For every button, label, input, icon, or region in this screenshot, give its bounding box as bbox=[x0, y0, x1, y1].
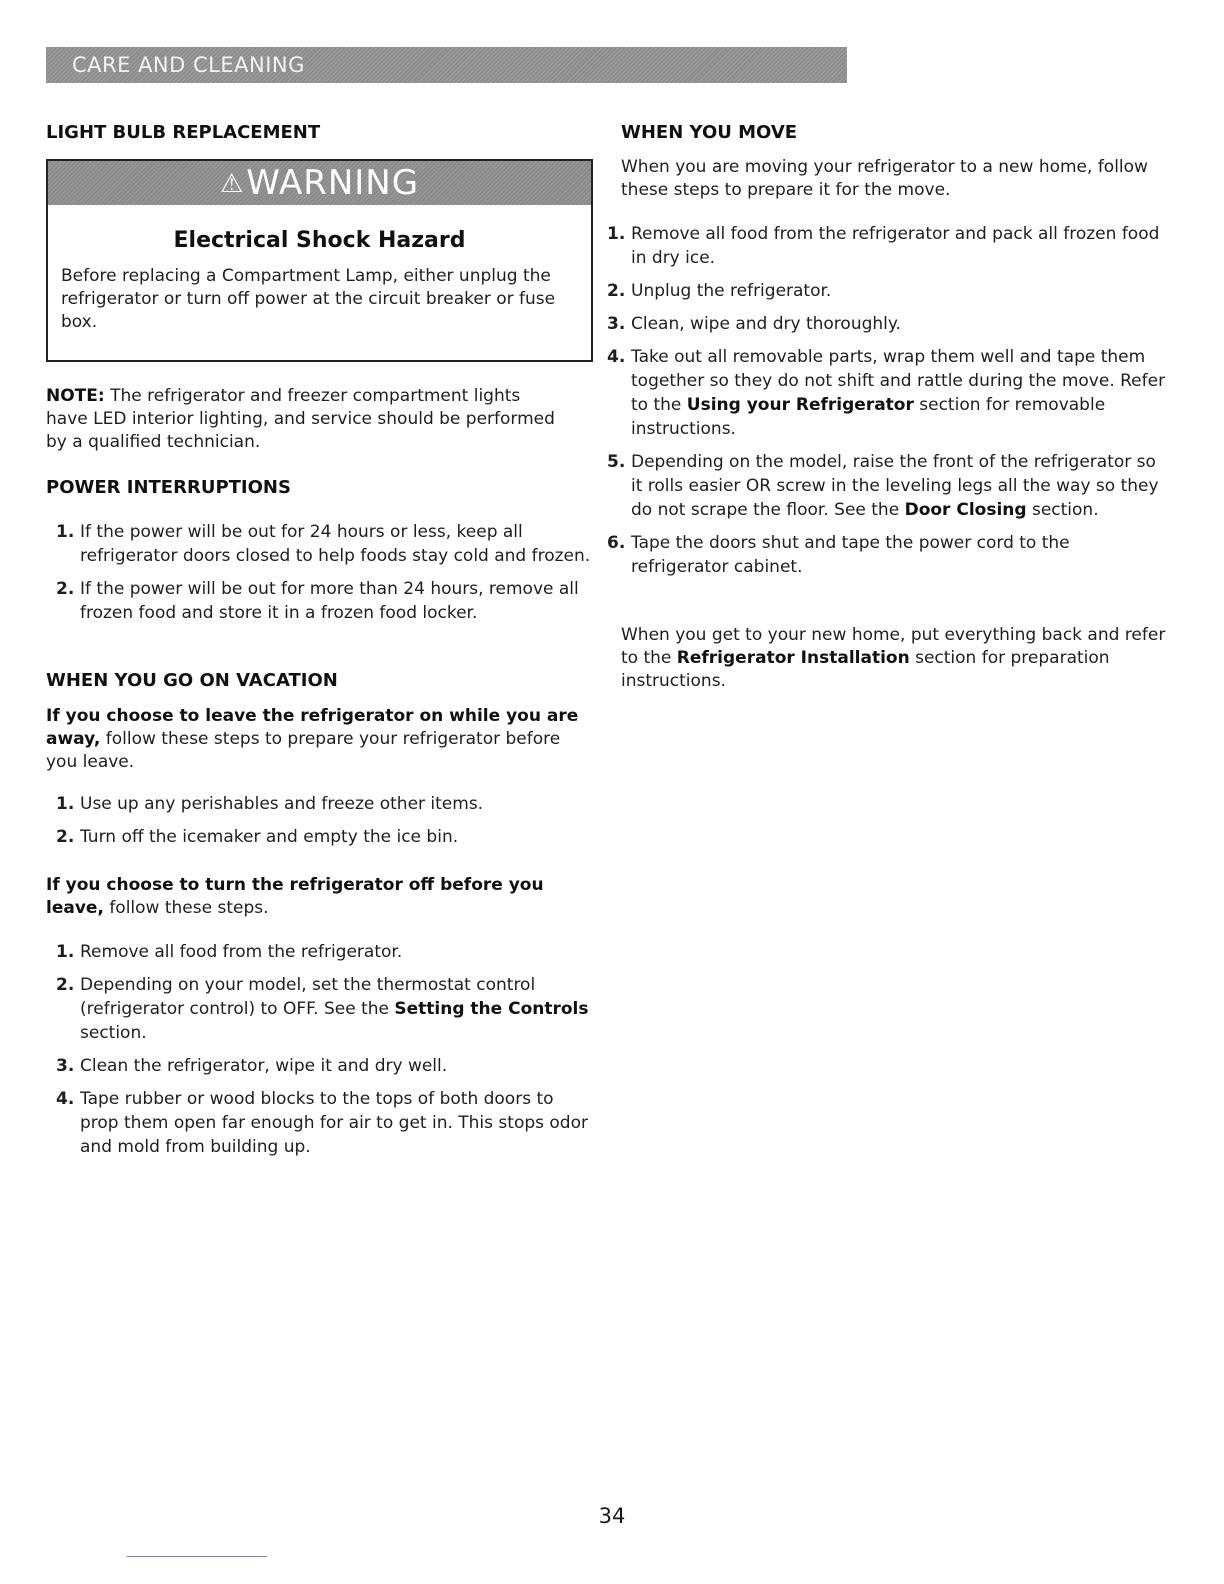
list-number: 3. bbox=[56, 1056, 75, 1076]
list-item bbox=[597, 345, 1167, 441]
warning-box bbox=[46, 159, 593, 362]
list-text: If the power will be out for more than 24 hours, remove all frozen food and store it in a frozen food locker. bbox=[80, 579, 579, 623]
list-item bbox=[597, 279, 1167, 303]
list-item bbox=[597, 312, 1167, 336]
move-heading: WHEN YOU MOVE bbox=[621, 122, 798, 143]
warning-header bbox=[48, 161, 591, 205]
move-intro: When you are moving your refrigerator to a new home, follow these steps to prepare it for the move. bbox=[621, 157, 1148, 200]
list-number: 1. bbox=[56, 522, 75, 542]
list-item bbox=[597, 222, 1167, 270]
list-text: Remove all food from the refrigerator. bbox=[80, 942, 403, 962]
vacation-intro-2-bold: If you choose to turn the refrigerator off before you leave, bbox=[46, 875, 544, 918]
list-item bbox=[46, 973, 591, 1045]
list-number: 2. bbox=[56, 579, 75, 599]
list-item bbox=[46, 940, 591, 964]
list-text: Depending on your model, set the thermostat control (refrigerator control) to OFF. See the bbox=[80, 975, 536, 1019]
cross-reference: Setting the Controls bbox=[394, 999, 589, 1019]
cross-reference: Using your Refrigerator bbox=[686, 395, 914, 415]
list-text: Depending on the model, raise the front of the refrigerator so it rolls easier OR screw in the leveling legs all the way so they do not scrape the floor. See the bbox=[631, 452, 1159, 520]
list-number: 1. bbox=[56, 942, 75, 962]
light-bulb-heading: LIGHT BULB REPLACEMENT bbox=[46, 122, 321, 143]
list-text: Clean, wipe and dry thoroughly. bbox=[631, 314, 901, 334]
vacation-list-2 bbox=[46, 940, 591, 1168]
list-item bbox=[46, 520, 591, 568]
section-title: CARE AND CLEANING bbox=[72, 53, 305, 77]
list-text: Clean the refrigerator, wipe it and dry well. bbox=[80, 1056, 448, 1076]
warning-title-text: WARNING bbox=[246, 163, 420, 203]
list-number: 4. bbox=[607, 347, 626, 367]
note-label: NOTE: bbox=[46, 386, 105, 406]
vacation-heading: WHEN YOU GO ON VACATION bbox=[46, 670, 338, 691]
list-number: 5. bbox=[607, 452, 626, 472]
vacation-intro-1-bold: If you choose to leave the refrigerator on while you are away, bbox=[46, 706, 579, 749]
warning-text: Before replacing a Compartment Lamp, either unplug the refrigerator or turn off power at the circuit breaker or fuse box. bbox=[61, 266, 556, 332]
section-banner bbox=[46, 47, 847, 83]
list-number: 2. bbox=[56, 827, 75, 847]
vacation-intro-2 bbox=[46, 874, 601, 920]
page-number: 34 bbox=[598, 1504, 626, 1528]
list-number: 2. bbox=[607, 281, 626, 301]
list-number: 2. bbox=[56, 975, 75, 995]
move-closing-text-end: section for preparation instructions. bbox=[621, 648, 1110, 691]
vacation-list-1 bbox=[46, 792, 591, 858]
vacation-intro-1 bbox=[46, 705, 591, 774]
cross-reference: Door Closing bbox=[904, 500, 1027, 520]
list-item bbox=[46, 577, 591, 625]
warning-triangle-icon: ⚠ bbox=[219, 169, 245, 199]
move-closing-text: When you get to your new home, put everything back and refer to the bbox=[621, 625, 1166, 668]
list-item bbox=[46, 1087, 591, 1159]
list-number: 1. bbox=[607, 224, 626, 244]
list-text: section. bbox=[1026, 500, 1099, 520]
list-text: Remove all food from the refrigerator and pack all frozen food in dry ice. bbox=[631, 224, 1160, 268]
footer-rule bbox=[127, 1556, 267, 1557]
list-item bbox=[46, 825, 591, 849]
list-text: If the power will be out for 24 hours or less, keep all refrigerator doors closed to help foods stay cold and frozen. bbox=[80, 522, 591, 566]
list-text: section. bbox=[80, 1023, 147, 1043]
power-list bbox=[46, 520, 591, 634]
list-item bbox=[46, 1054, 591, 1078]
cross-reference: Refrigerator Installation bbox=[676, 648, 910, 668]
warning-title bbox=[48, 161, 591, 206]
list-text: Use up any perishables and freeze other items. bbox=[80, 794, 484, 814]
note-paragraph bbox=[46, 385, 566, 454]
power-heading: POWER INTERRUPTIONS bbox=[46, 477, 291, 498]
list-item bbox=[597, 531, 1167, 579]
list-text: Turn off the icemaker and empty the ice bin. bbox=[80, 827, 459, 847]
vacation-intro-1-text: follow these steps to prepare your refrigerator before you leave. bbox=[46, 729, 561, 772]
list-number: 3. bbox=[607, 314, 626, 334]
list-text: Tape rubber or wood blocks to the tops of both doors to prop them open far enough for air to get in. This stops odor and mold from building up. bbox=[80, 1089, 588, 1157]
list-number: 6. bbox=[607, 533, 626, 553]
list-text: section for removable instructions. bbox=[631, 395, 1106, 439]
move-closing bbox=[621, 624, 1181, 693]
list-number: 1. bbox=[56, 794, 75, 814]
vacation-intro-2-text: follow these steps. bbox=[109, 898, 269, 918]
move-list bbox=[597, 222, 1167, 588]
list-text: Tape the doors shut and tape the power cord to the refrigerator cabinet. bbox=[631, 533, 1070, 577]
list-text: Unplug the refrigerator. bbox=[631, 281, 832, 301]
list-number: 4. bbox=[56, 1089, 75, 1109]
list-text: Take out all removable parts, wrap them well and tape them together so they do not shift and rattle during the move. Refer to the bbox=[631, 347, 1166, 415]
list-item bbox=[46, 792, 591, 816]
list-item bbox=[597, 450, 1167, 522]
note-text: The refrigerator and freezer compartment lights have LED interior lighting, and service should be performed by a qualified technician. bbox=[46, 386, 555, 452]
hazard-title: Electrical Shock Hazard bbox=[173, 228, 466, 253]
